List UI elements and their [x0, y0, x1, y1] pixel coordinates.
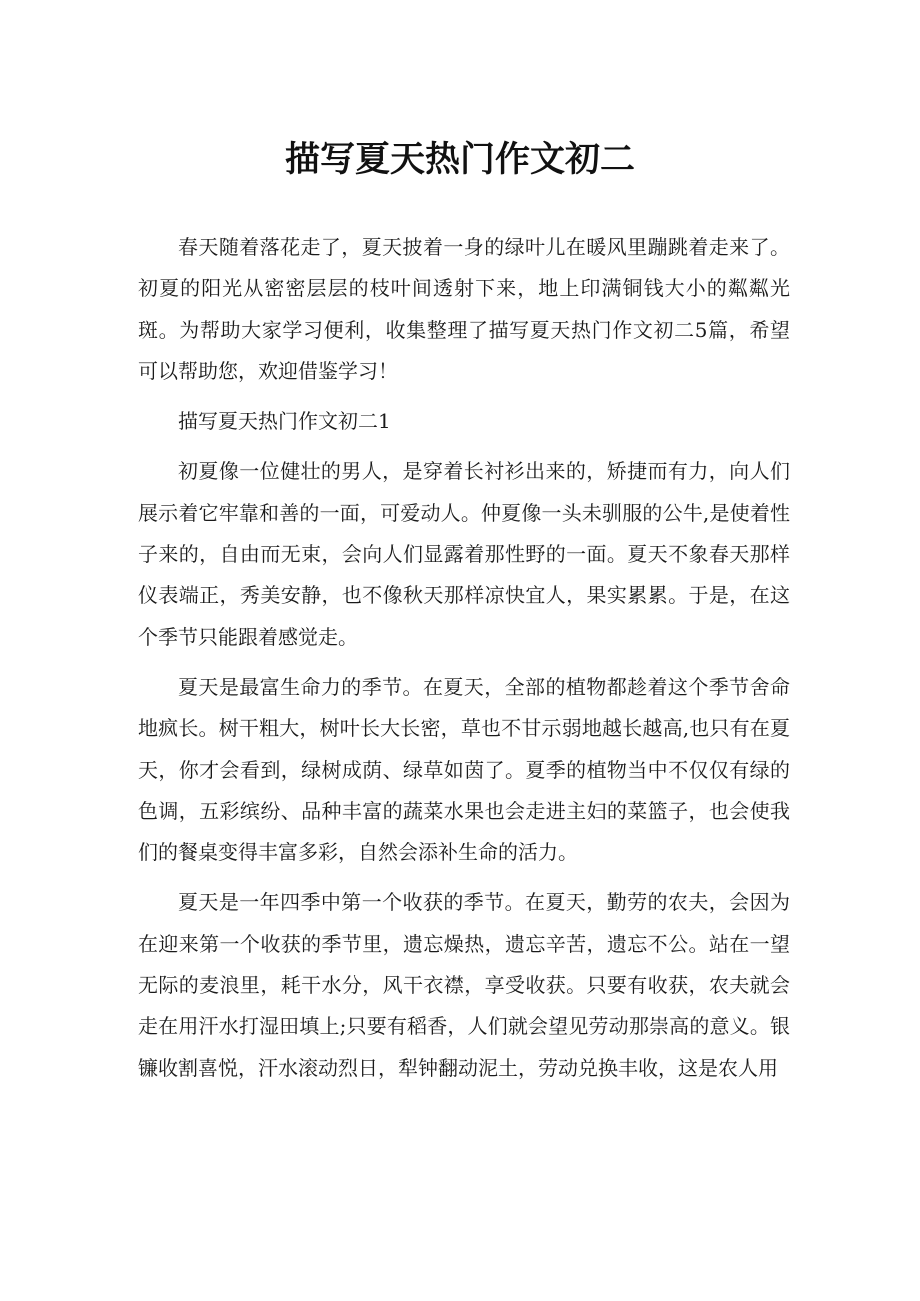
- body-paragraph: 初夏像一位健壮的男人，是穿着长衬衫出来的，矫捷而有力，向人们展示着它牢靠和善的一面，可爱动人。仲夏像一头未驯服的公牛,是使着性子来的，自由而无束，会向人们显露着那性野的一面。夏天不象春天那样仪表端正，秀美安静，也不像秋天那样凉快宜人，果实累累。于是，在这个季节只能跟着感觉走。: [138, 459, 790, 649]
- document-title: 描写夏天热门作文初二: [284, 140, 635, 180]
- section-heading: 描写夏天热门作文初二1: [178, 409, 391, 434]
- intro-paragraph: 春天随着落花走了，夏天披着一身的绿叶儿在暖风里蹦跳着走来了。初夏的阳光从密密层层的枝叶间透射下来，地上印满铜钱大小的粼粼光斑。为帮助大家学习便利，收集整理了描写夏天热门作文初二5篇，希望可以帮助您，欢迎借鉴学习！: [138, 235, 790, 383]
- body-paragraph: 夏天是最富生命力的季节。在夏天，全部的植物都趁着这个季节舍命地疯长。树干粗大，树叶长大长密，草也不甘示弱地越长越高,也只有在夏天，你才会看到，绿树成荫、绿草如茵了。夏季的植物当中不仅仅有绿的色调，五彩缤纷、品种丰富的蔬菜水果也会走进主妇的菜篮子，也会使我们的餐桌变得丰富多彩，自然会添补生命的活力。: [138, 674, 790, 865]
- body-paragraph: 夏天是一年四季中第一个收获的季节。在夏天，勤劳的农夫，会因为在迎来第一个收获的季节里，遗忘燥热，遗忘辛苦，遗忘不公。站在一望无际的麦浪里，耗干水分，风干衣襟，享受收获。只要有收获，农夫就会走在用汗水打湿田填上;只要有稻香，人们就会望见劳动那崇高的意义。银镰收割喜悦，汗水滚动烈日，犁钟翻动泥土，劳动兑换丰收，这是农人用: [138, 890, 790, 1080]
- document-body: [138, 227, 790, 1089]
